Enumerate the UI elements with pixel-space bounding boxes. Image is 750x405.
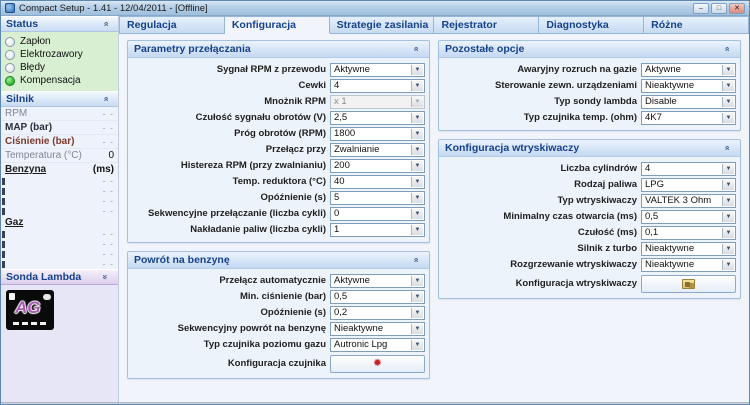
panel-pozostale-opcje <box>438 40 741 131</box>
collapse-icon[interactable] <box>103 271 113 283</box>
field-label: Typ czujnika poziomu gazu <box>203 339 326 350</box>
tab-regulacja[interactable]: Regulacja <box>119 16 225 34</box>
silnik-panel-title: Silnik <box>6 93 35 105</box>
chevron-down-icon <box>722 180 734 190</box>
injector-tick-icon <box>2 251 5 258</box>
benzyna-inj-row: - - <box>1 206 118 216</box>
field-label: Histereza RPM (przy zwalnianiu) <box>180 160 326 171</box>
tab-rozne[interactable]: Różne <box>644 16 749 34</box>
select-czulosc-sygnalu[interactable]: 2,5 ▼ <box>330 111 425 125</box>
minimize-button[interactable]: – <box>693 3 709 14</box>
chevron-down-icon <box>722 97 734 107</box>
chevron-down-icon <box>411 113 423 123</box>
main-area <box>119 16 749 402</box>
field-label: Rozgrzewanie wtryskiwaczy <box>510 259 637 270</box>
injector-tick-icon <box>2 198 5 205</box>
field-label: Temp. reduktora (°C) <box>232 176 326 187</box>
collapse-icon[interactable] <box>413 43 423 55</box>
chevron-down-icon <box>411 81 423 91</box>
chevron-down-icon <box>411 161 423 171</box>
gaz-inj-row: - - <box>1 259 118 269</box>
select-temp-reduktora[interactable]: 40 ▼ <box>330 175 425 189</box>
collapse-icon[interactable] <box>413 254 423 266</box>
window-title: Compact Setup - 1.41 - 12/04/2011 - [Offline] <box>19 2 208 14</box>
panel-title: Pozostałe opcje <box>445 43 525 55</box>
field-label: Przełącz przy <box>265 144 326 155</box>
select-rozgrzewanie-wtryskiwaczy[interactable]: Nieaktywne ▼ <box>641 258 736 272</box>
field-label: Sekwencyjny powrót na benzynę <box>177 323 326 334</box>
app-icon <box>5 3 15 13</box>
field-label: Typ wtryskiwaczy <box>557 195 637 206</box>
chevron-down-icon <box>411 193 423 203</box>
injector-config-button[interactable] <box>641 275 736 293</box>
status-panel-header <box>1 16 118 32</box>
sonda-panel-title: Sonda Lambda <box>6 271 82 283</box>
select-przelacz-automatycznie[interactable]: Aktywne ▼ <box>330 274 425 288</box>
field-label: Opóźnienie (s) <box>260 192 326 203</box>
field-label: Próg obrotów (RPM) <box>234 128 326 139</box>
panel-title: Powrót na benzynę <box>134 254 230 266</box>
collapse-icon[interactable] <box>103 18 113 30</box>
select-sterowanie-zewn[interactable]: Nieaktywne ▼ <box>641 79 736 93</box>
sonda-panel-body <box>1 285 118 402</box>
led-off-icon <box>5 63 15 73</box>
panel-header <box>439 41 740 58</box>
panel-title: Konfiguracja wtryskiwaczy <box>445 142 580 154</box>
field-label: Czułość (ms) <box>577 227 637 238</box>
injector-tick-icon <box>2 231 5 238</box>
ag-logo <box>6 290 54 330</box>
meas-row-rpm: RPM - - <box>1 107 118 121</box>
field-label: Konfiguracja czujnika <box>227 358 326 369</box>
collapse-icon[interactable] <box>103 93 113 105</box>
field-label: Cewki <box>298 80 326 91</box>
status-item-zaplon: Zapłon <box>5 35 114 48</box>
chevron-down-icon <box>722 65 734 75</box>
chevron-down-icon <box>411 209 423 219</box>
field-label: Awaryjny rozruch na gazie <box>517 64 637 75</box>
field-label: Min. ciśnienie (bar) <box>239 291 326 302</box>
select-sekwencyjne-przelaczanie[interactable]: 0 ▼ <box>330 207 425 221</box>
sidebar <box>1 16 119 402</box>
select-czulosc-ms[interactable]: 0,1 ▼ <box>641 226 736 240</box>
tab-page-konfiguracja <box>119 34 749 402</box>
silnik-panel-header <box>1 91 118 107</box>
sensor-config-button[interactable] <box>330 355 425 373</box>
panel-header <box>128 252 429 269</box>
chevron-down-icon <box>411 225 423 235</box>
select-histereza-rpm[interactable]: 200 ▼ <box>330 159 425 173</box>
field-label: Nakładanie paliw (liczba cykli) <box>190 224 326 235</box>
meas-row-map: MAP (bar) - - <box>1 121 118 135</box>
chevron-down-icon <box>411 308 423 318</box>
select-rodzaj-paliwa[interactable]: LPG ▼ <box>641 178 736 192</box>
title-bar <box>1 1 749 16</box>
injector-map-icon <box>682 279 695 289</box>
collapse-icon[interactable] <box>724 142 734 154</box>
select-liczba-cylindrow[interactable]: 4 ▼ <box>641 162 736 176</box>
field-label: Liczba cylindrów <box>560 163 637 174</box>
chevron-down-icon <box>411 324 423 334</box>
select-cewki[interactable]: 4 ▼ <box>330 79 425 93</box>
benzyna-inj-row: - - <box>1 176 118 186</box>
select-prog-obrotow[interactable]: 1800 ▼ <box>330 127 425 141</box>
status-item-kompensacja: Kompensacja <box>5 74 114 87</box>
select-min-czas-otwarcia[interactable]: 0,5 ▼ <box>641 210 736 224</box>
injector-tick-icon <box>2 208 5 215</box>
chevron-down-icon <box>722 228 734 238</box>
status-panel-title: Status <box>6 18 39 30</box>
field-label: Sygnał RPM z przewodu <box>216 64 326 75</box>
field-label: Typ sondy lambda <box>554 96 637 107</box>
chevron-down-icon <box>411 340 423 350</box>
field-label: Konfiguracja wtryskiwaczy <box>515 278 637 289</box>
chevron-down-icon <box>411 292 423 302</box>
gaz-inj-row: - - <box>1 229 118 239</box>
benzyna-link[interactable]: Benzyna <box>5 164 47 175</box>
select-silnik-turbo[interactable]: Nieaktywne ▼ <box>641 242 736 256</box>
gaz-inj-row: - - <box>1 249 118 259</box>
chevron-down-icon <box>722 113 734 123</box>
status-item-elektrozawory: Elektrozawory <box>5 48 114 61</box>
collapse-icon[interactable] <box>724 43 734 55</box>
select-sekwencyjny-powrot[interactable]: Nieaktywne ▼ <box>330 322 425 336</box>
logo-cloud-icon <box>43 294 51 300</box>
injector-tick-icon <box>2 261 5 268</box>
chevron-down-icon <box>411 129 423 139</box>
field-label: Przełącz automatycznie <box>219 275 326 286</box>
gaz-link[interactable]: Gaz <box>5 217 24 228</box>
panel-header <box>439 140 740 157</box>
led-off-icon <box>5 37 15 47</box>
field-label: Mnożnik RPM <box>264 96 326 107</box>
panel-title: Parametry przełączania <box>134 43 251 55</box>
select-opoznienie[interactable]: 5 ▼ <box>330 191 425 205</box>
field-label: Sterowanie zewn. urządzeniami <box>494 80 637 91</box>
benzyna-section-header: Benzyna (ms) <box>1 163 118 176</box>
logo-dashes-icon <box>13 322 47 325</box>
field-label: Typ czujnika temp. (ohm) <box>523 112 637 123</box>
panel-konfiguracja-wtryskiwaczy <box>438 139 741 299</box>
status-item-bledy: Błędy <box>5 61 114 74</box>
panel-header <box>128 41 429 58</box>
led-on-icon <box>5 76 15 86</box>
select-opoznienie-powrotu[interactable]: 0,2 ▼ <box>330 306 425 320</box>
tab-strip <box>119 16 749 34</box>
red-target-icon: ✹ <box>373 357 382 369</box>
chevron-down-icon <box>722 164 734 174</box>
field-label: Minimalny czas otwarcia (ms) <box>503 211 637 222</box>
select-nakladanie-paliw[interactable]: 1 ▼ <box>330 223 425 237</box>
meas-row-temperatura: Temperatura (°C) 0 <box>1 149 118 163</box>
select-typ-czujnika-temp[interactable]: 4K7 ▼ <box>641 111 736 125</box>
tab-diagnostyka[interactable]: Diagnostyka <box>539 16 644 34</box>
gaz-section-header <box>1 216 118 229</box>
window-bottom-edge <box>1 402 749 404</box>
chevron-down-icon <box>411 97 423 107</box>
injector-tick-icon <box>2 188 5 195</box>
field-label: Opóźnienie (s) <box>260 307 326 318</box>
benzyna-inj-row: - - <box>1 196 118 206</box>
select-typ-czujnika-gazu[interactable]: Autronic Lpg ▼ <box>330 338 425 352</box>
sonda-panel-header <box>1 269 118 285</box>
select-min-cisnienie[interactable]: 0,5 ▼ <box>330 290 425 304</box>
benzyna-inj-row: - - <box>1 186 118 196</box>
close-button[interactable]: ✕ <box>729 3 745 14</box>
chevron-down-icon <box>411 276 423 286</box>
panel-parametry-przelaczania <box>127 40 430 243</box>
tab-rejestrator[interactable]: Rejestrator <box>434 16 539 34</box>
led-off-icon <box>5 50 15 60</box>
meas-row-cisnienie: Ciśnienie (bar) - - <box>1 135 118 149</box>
chevron-down-icon <box>411 145 423 155</box>
select-mnoznik-rpm: x 1 ▼ <box>330 95 425 109</box>
panel-powrot-na-benzyne <box>127 251 430 379</box>
tab-konfiguracja[interactable]: Konfiguracja <box>225 16 330 34</box>
maximize-button[interactable]: □ <box>711 3 727 14</box>
logo-text: AG <box>15 298 41 317</box>
injector-tick-icon <box>2 178 5 185</box>
select-typ-sondy-lambda[interactable]: Disable ▼ <box>641 95 736 109</box>
chevron-down-icon <box>722 81 734 91</box>
injector-tick-icon <box>2 241 5 248</box>
chevron-down-icon <box>722 212 734 222</box>
field-label: Silnik z turbo <box>577 243 637 254</box>
chevron-down-icon <box>722 260 734 270</box>
chevron-down-icon <box>411 65 423 75</box>
select-typ-wtryskiwaczy[interactable]: VALTEK 3 Ohm ▼ <box>641 194 736 208</box>
select-przelacz-przy[interactable]: Zwalnianie ▼ <box>330 143 425 157</box>
field-label: Rodzaj paliwa <box>574 179 637 190</box>
select-sygnal-rpm[interactable]: Aktywne ▼ <box>330 63 425 77</box>
chevron-down-icon <box>722 196 734 206</box>
gaz-inj-row: - - <box>1 239 118 249</box>
field-label: Czułość sygnału obrotów (V) <box>195 112 326 123</box>
tab-strategie-zasilania[interactable]: Strategie zasilania <box>330 16 435 34</box>
window-controls <box>693 3 745 14</box>
status-panel-body <box>1 32 118 91</box>
chevron-down-icon <box>411 177 423 187</box>
field-label: Sekwencyjne przełączanie (liczba cykli) <box>148 208 326 219</box>
select-awaryjny-rozruch[interactable]: Aktywne ▼ <box>641 63 736 77</box>
chevron-down-icon <box>722 244 734 254</box>
